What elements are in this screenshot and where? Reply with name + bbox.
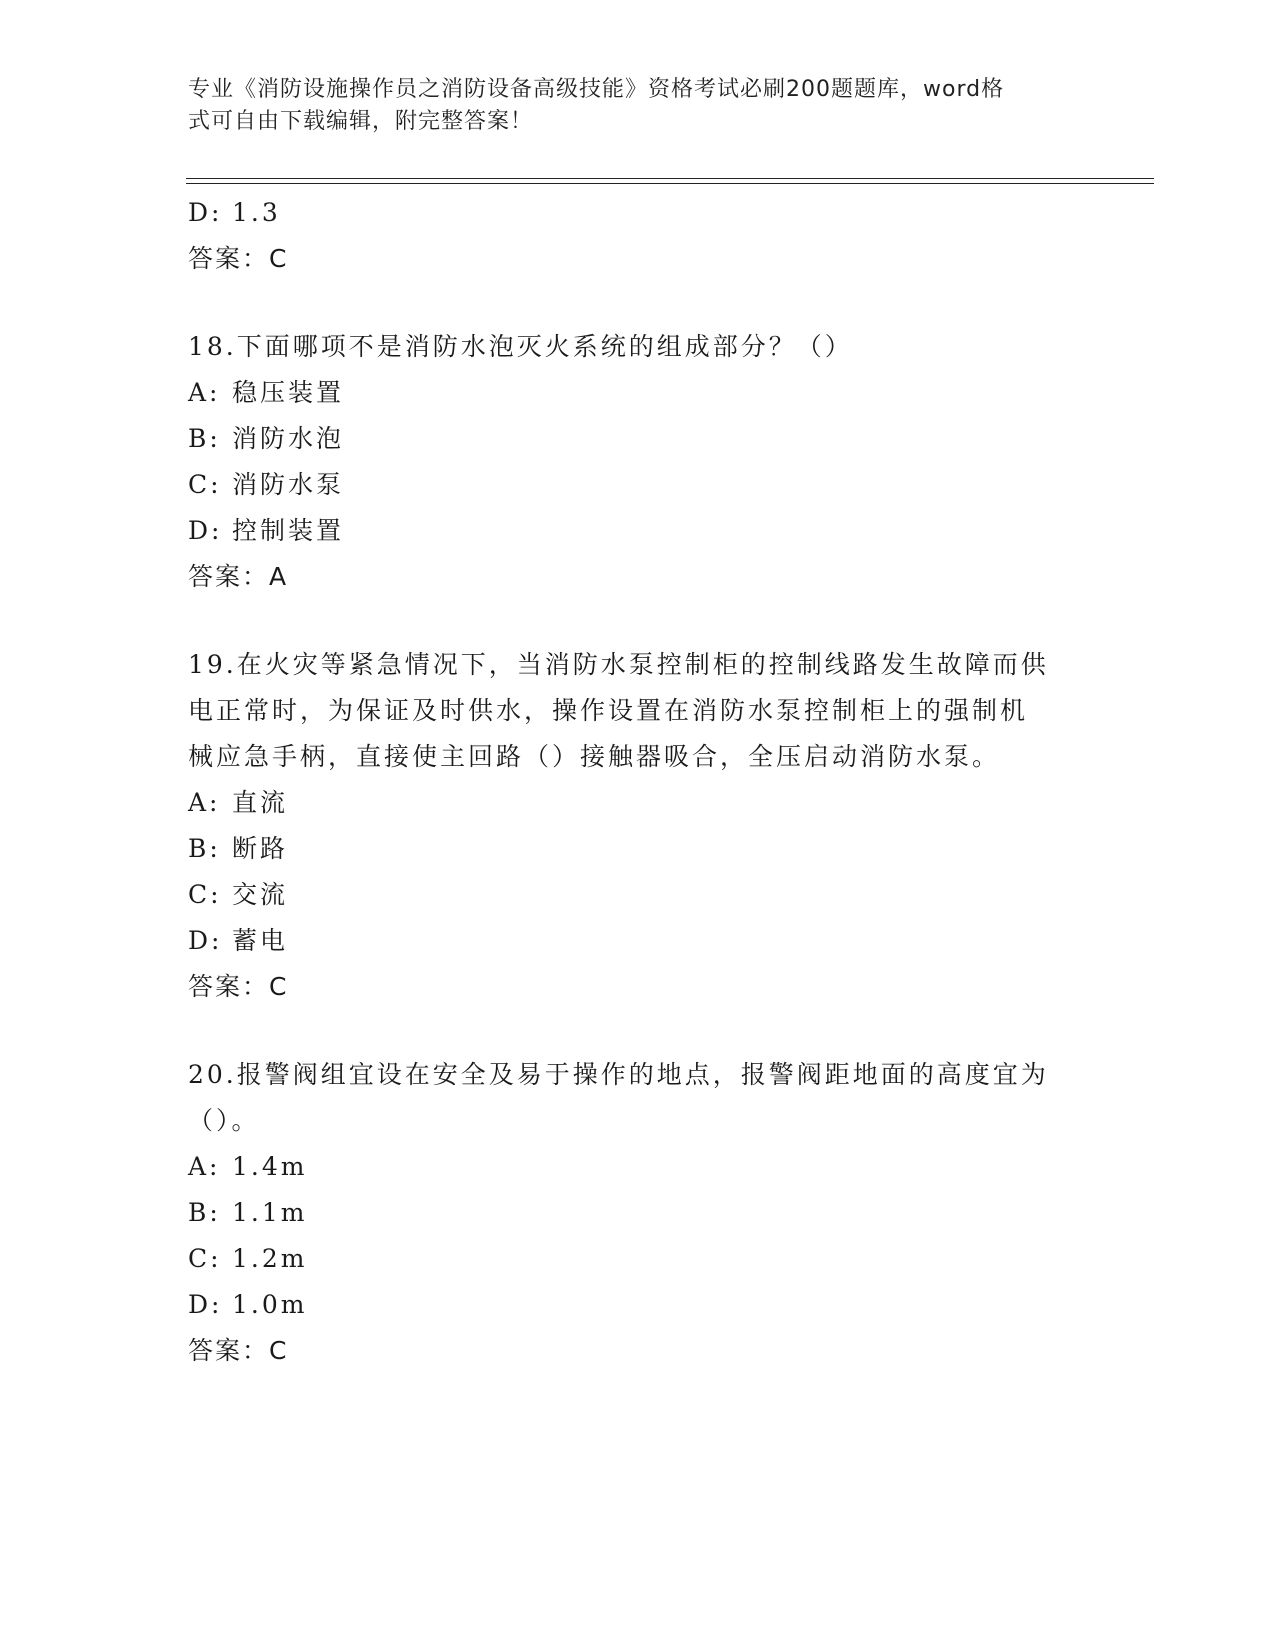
q19-option-d	[188, 918, 1088, 964]
q20-option-b	[188, 1190, 1088, 1236]
q20-stem-line-2: （）。	[188, 1106, 260, 1135]
option-text: 蓄电	[232, 926, 289, 955]
option-key: C:	[188, 470, 222, 499]
spacer	[188, 1010, 1088, 1052]
option-text: 1.4m	[232, 1152, 308, 1181]
q20-option-d	[188, 1282, 1088, 1328]
option-key: A:	[188, 788, 221, 817]
header-line-2: 式可自由下载编辑，附完整答案！	[188, 109, 534, 134]
option-key: B:	[188, 834, 221, 863]
q18-answer: 答案：A	[188, 562, 289, 591]
option-text: 1.3	[232, 198, 281, 227]
option-text: 交流	[232, 880, 289, 909]
prev-answer: 答案：C	[188, 244, 289, 273]
document-header	[188, 74, 1068, 138]
q19-option-c	[188, 872, 1088, 918]
option-text: 消防水泡	[232, 424, 345, 453]
question-content	[188, 190, 1088, 1374]
option-key: D:	[188, 516, 223, 545]
q18-option-d	[188, 508, 1088, 554]
header-divider-top	[186, 178, 1154, 179]
option-key: A:	[188, 1152, 221, 1181]
q19-option-a	[188, 780, 1088, 826]
option-key: D:	[188, 1290, 223, 1319]
option-key: A:	[188, 378, 221, 407]
spacer	[188, 282, 1088, 324]
q19-stem-line-3: 械应急手柄，直接使主回路（）接触器吸合，全压启动消防水泵。	[188, 742, 1001, 771]
q19-option-b	[188, 826, 1088, 872]
option-text: 消防水泵	[232, 470, 345, 499]
q19-stem-line-1: 19.在火灾等紧急情况下，当消防水泵控制柜的控制线路发生故障而供	[188, 650, 1049, 679]
q20-option-a	[188, 1144, 1088, 1190]
option-text: 直流	[232, 788, 289, 817]
q18-option-c	[188, 462, 1088, 508]
option-key: D:	[188, 198, 223, 227]
prev-option-d	[188, 190, 1088, 236]
spacer	[188, 600, 1088, 642]
q19-stem-line-2: 电正常时，为保证及时供水，操作设置在消防水泵控制柜上的强制机	[188, 696, 1029, 725]
option-key: B:	[188, 424, 221, 453]
option-key: B:	[188, 1198, 221, 1227]
option-key: C:	[188, 880, 222, 909]
q18-option-a	[188, 370, 1088, 416]
option-key: C:	[188, 1244, 222, 1273]
option-text: 1.2m	[232, 1244, 308, 1273]
q19-answer: 答案：C	[188, 972, 289, 1001]
q18-option-b	[188, 416, 1088, 462]
header-line-1: 专业《消防设施操作员之消防设备高级技能》资格考试必刷200题题库，word格	[188, 77, 1005, 102]
option-text: 断路	[232, 834, 289, 863]
option-key: D:	[188, 926, 223, 955]
q20-option-c	[188, 1236, 1088, 1282]
q20-answer: 答案：C	[188, 1336, 289, 1365]
header-divider-bottom	[186, 183, 1154, 184]
option-text: 1.0m	[232, 1290, 308, 1319]
q18-stem: 18.下面哪项不是消防水泡灭火系统的组成部分？（）	[188, 332, 853, 361]
option-text: 1.1m	[232, 1198, 308, 1227]
option-text: 控制装置	[232, 516, 345, 545]
option-text: 稳压装置	[232, 378, 345, 407]
q20-stem-line-1: 20.报警阀组宜设在安全及易于操作的地点，报警阀距地面的高度宜为	[188, 1060, 1049, 1089]
